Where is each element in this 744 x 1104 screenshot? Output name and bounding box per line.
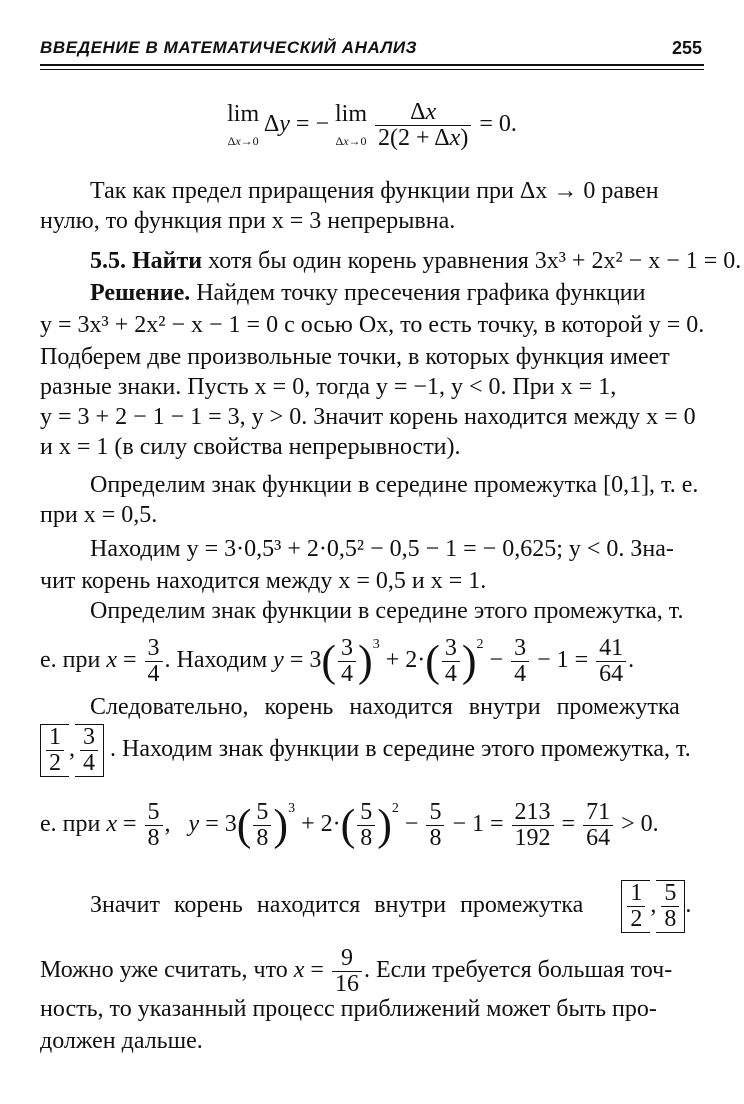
- paragraph-line: [40, 176, 704, 206]
- header-rule-thick: [40, 64, 704, 66]
- text-line-13: чит корень находится между x = 0,5 и x = 1.: [40, 568, 487, 594]
- solution-label: Решение.: [90, 280, 191, 306]
- text-line-20-prefix: Можно уже считать, что: [40, 957, 288, 984]
- interval-bracket-left: $\frac{1}{2}$: [621, 880, 650, 933]
- page-number: 255: [671, 38, 702, 58]
- formula-x-3-4: е. при x = $\frac{3}{4}$ . Находим y = 3( $\frac{3}{4}$ )$^3$ + 2·( $\frac{3}{4}$ )$^2$ − $\frac{3}{4}$ − 1 = $\frac{41}{64}$ .: [40, 635, 635, 688]
- paragraph-line: [40, 372, 704, 402]
- text-line-16: Следовательно, корень находится внутри промежутка: [90, 694, 680, 720]
- text-line-15-mid: . Находим: [164, 647, 268, 674]
- text-line-12: Находим y = 3·0,5³ + 2·0,5² − 0,5 − 1 = − 0,625; y < 0. Зна-: [90, 536, 674, 562]
- text-line-14: Определим знак функции в середине этого промежутка, т.: [90, 598, 684, 624]
- solution-start: [40, 278, 704, 308]
- text-line-18-prefix: е. при: [40, 811, 101, 838]
- interval-bracket-right: $\frac{3}{4}$: [75, 724, 104, 777]
- text-line-1: Так как предел приращения функции при Δx → 0 равен: [90, 178, 659, 204]
- text-line-17: . Находим знак функции в середине этого промежутка, т.: [110, 736, 691, 763]
- text-line-20-suffix: . Если требуется большая точ-: [363, 957, 673, 984]
- text-line-5: y = 3x³ + 2x² − x − 1 = 0 с осью Ox, то есть точку, в которой y = 0.: [40, 312, 705, 338]
- interval-line: $\frac{1}{2}$ , $\frac{3}{4}$ . Находим знак функции в середине этого промежутка, т.: [40, 724, 704, 780]
- formula-limit: lim Δx→0 Δy = − lim Δx→0 $\frac{\Delta x}{2(2 + \Delta x)}$ = 0.: [227, 99, 517, 152]
- header-title: ВВЕДЕНИЕ В МАТЕМАТИЧЕСКИЙ АНАЛИЗ: [40, 38, 418, 57]
- problem-text: хотя бы один корень уравнения 3x³ + 2x² − x − 1 = 0.: [208, 248, 742, 274]
- paragraph-line: [40, 500, 704, 530]
- paragraph-line: [40, 994, 704, 1024]
- text-line-8: y = 3 + 2 − 1 − 1 = 3, y > 0. Значит корень находится между x = 0: [40, 404, 696, 430]
- text-line-21: ность, то указанный процесс приближений может быть про-: [40, 996, 657, 1022]
- header-rule-thin: [40, 69, 704, 70]
- text-line-22: должен дальше.: [40, 1028, 203, 1054]
- paragraph-line: [40, 566, 704, 596]
- paragraph-line: [40, 470, 704, 500]
- formula-x-5-8: е. при x = $\frac{5}{8}$ , y = 3( $\frac{5}{8}$ )$^3$ + 2·( $\frac{5}{8}$ )$^2$ − $\frac{5}{8}$ − 1 = $\frac{213}{192}$ = $\frac{71}{64}$ > 0.: [40, 799, 659, 852]
- problem-statement: [40, 246, 742, 276]
- answer-line: Можно уже считать, что x = $\frac{9}{16}$ . Если требуется большая точ-: [40, 945, 673, 998]
- paragraph-line: [40, 402, 704, 432]
- text-line-11: при x = 0,5.: [40, 502, 158, 528]
- paragraph-line: [40, 206, 704, 236]
- text-line-15-prefix: е. при: [40, 647, 101, 674]
- paragraph-line: [40, 342, 704, 372]
- paragraph-line: [40, 1026, 704, 1056]
- text-line-7: разные знаки. Пусть x = 0, тогда y = −1, y < 0. При x = 1,: [40, 374, 617, 400]
- paragraph-line: [40, 310, 704, 340]
- text-line-6: Подберем две произвольные точки, в которых функция имеет: [40, 344, 670, 370]
- paragraph-line: [40, 432, 704, 462]
- paragraph-line: [40, 534, 704, 564]
- text-line-19: Значит корень находится внутри промежутка: [90, 892, 584, 919]
- interval-bracket-right: $\frac{5}{8}$: [656, 880, 685, 933]
- solution-text: Найдем точку пресечения графика функции: [196, 280, 646, 306]
- text-line-10: Определим знак функции в середине промежутка [0,1], т. е.: [90, 472, 699, 498]
- problem-label: 5.5. Найти: [90, 248, 203, 274]
- text-line-9: и x = 1 (в силу свойства непрерывности).: [40, 434, 461, 460]
- paragraph-line: [40, 596, 704, 626]
- conclusion-line: Значит корень находится внутри промежутка $\frac{1}{2}$ , $\frac{5}{8}$ .: [90, 880, 692, 933]
- paragraph-line: [40, 692, 704, 722]
- interval-bracket-left: $\frac{1}{2}$: [40, 724, 69, 777]
- text-line-2: нулю, то функция при x = 3 непрерывна.: [40, 208, 456, 234]
